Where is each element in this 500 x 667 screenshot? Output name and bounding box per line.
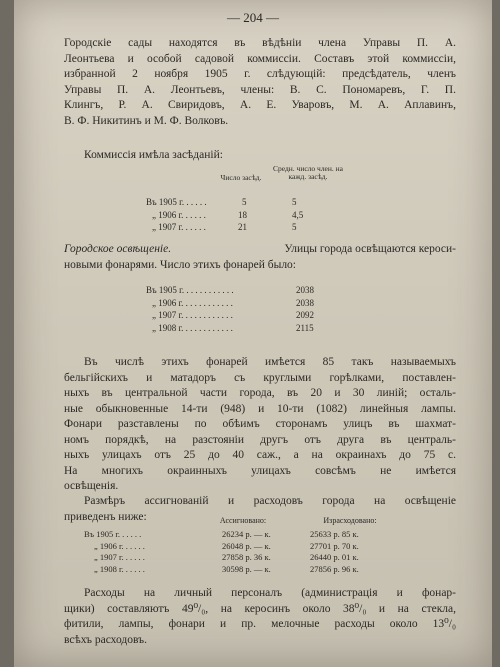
year-cell: Въ 1905 г. . . . . . . . . . . . bbox=[146, 285, 234, 295]
text-line: всѣхъ расходовъ. bbox=[64, 633, 147, 646]
count-cell: 2092 bbox=[296, 310, 314, 320]
year-cell: „ 1906 г. . . . . . bbox=[152, 209, 206, 220]
sessions-cell: 5 bbox=[242, 197, 247, 207]
commission-intro: Коммиссія имѣла засѣданій: bbox=[84, 149, 223, 161]
table-row bbox=[84, 541, 424, 553]
text-line: Размѣръ ассигнованій и расходовъ города на освѣщеніе bbox=[84, 495, 456, 507]
text-line: В. Ф. Никитинъ и М. Ф. Волковъ. bbox=[64, 114, 229, 127]
year-cell: Въ 1905 г. . . . . . bbox=[84, 529, 142, 539]
table-row bbox=[146, 284, 346, 297]
count-cell: 2115 bbox=[296, 322, 314, 333]
avg-cell: 4,5 bbox=[292, 209, 304, 220]
spent-cell: 27856 р. 96 к. bbox=[310, 563, 359, 574]
text-line: освѣщенія. bbox=[64, 480, 119, 492]
text-line: Расходы на личный персоналъ (администрація и фонар- bbox=[84, 587, 456, 599]
year-cell: „ 1908 г. . . . . . . . . . . . bbox=[152, 322, 233, 333]
table3-header-assigned: Ассигновано: bbox=[219, 516, 267, 525]
text-line: Леонтьева и особой садовой коммиссіи. Составъ этой коммиссіи, bbox=[64, 52, 456, 65]
table-row bbox=[146, 322, 346, 335]
year-cell: „ 1907 г. . . . . . bbox=[152, 222, 206, 232]
text-line: щики) составляютъ 49⁰/₀, на керосинъ около 38⁰/₀ и на стекла, bbox=[64, 602, 456, 615]
count-cell: 2038 bbox=[296, 285, 314, 295]
lanterns-table bbox=[146, 284, 346, 334]
lighting-title: Городское освѣщеніе. bbox=[64, 243, 172, 255]
lanterns-paragraph bbox=[64, 355, 456, 495]
spent-cell: 27701 р. 70 к. bbox=[310, 540, 359, 551]
text-line: избранной 2 ноября 1905 г. слѣдующій: предсѣдатель, членъ bbox=[64, 68, 456, 80]
gardens-paragraph bbox=[64, 36, 456, 129]
assigned-cell: 30598 р. — к. bbox=[222, 563, 271, 574]
year-cell: „ 1907 г. . . . . . . . . . . . bbox=[152, 310, 233, 320]
year-cell: Въ 1905 г. . . . . . bbox=[146, 197, 207, 207]
personnel-paragraph bbox=[64, 586, 456, 648]
table-row bbox=[146, 196, 366, 209]
text-line: Фонари разставлены по обѣимъ сторонамъ улицъ въ шахмат- bbox=[64, 418, 456, 430]
year-cell: „ 1907 г. . . . . . bbox=[94, 552, 145, 562]
count-cell: 2038 bbox=[296, 297, 314, 308]
book-page bbox=[14, 0, 492, 667]
avg-cell: 5 bbox=[292, 222, 297, 232]
sessions-cell: 18 bbox=[238, 209, 247, 220]
text-line: фитили, лампы, фонари и пр. мелочные расходы около 13⁰/₀ bbox=[64, 618, 456, 630]
spent-cell: 26440 р. 01 к. bbox=[310, 552, 359, 562]
text-line: Въ числѣ этихъ фонарей имѣется 85 такъ называемыхъ bbox=[84, 356, 456, 368]
table-row bbox=[84, 529, 424, 541]
table-row bbox=[84, 564, 424, 576]
text-line: На многихъ окраинныхъ улицахъ совсѣмъ не имѣется bbox=[64, 464, 456, 477]
text-line: Клингъ, Р. А. Свиридовъ, А. Е. Уваровъ, М. А. Аплавинъ, bbox=[64, 99, 456, 111]
text-line: бельгійскихъ и матадоръ съ круглыми горѣлками, поставлен- bbox=[64, 371, 456, 384]
year-cell: „ 1906 г. . . . . . bbox=[94, 540, 145, 551]
assigned-cell: 27858 р. 36 к. bbox=[222, 552, 271, 562]
sessions-cell: 21 bbox=[238, 222, 247, 232]
assigned-cell: 26048 р. — к. bbox=[222, 540, 271, 551]
text-line: приведенъ ниже: bbox=[64, 510, 147, 523]
page-number: — 204 — bbox=[227, 10, 279, 25]
expenses-table bbox=[84, 529, 424, 575]
text-line: ные обыкновенные 14-ти (948) и 10-ти (1082) линейныя лампы. bbox=[64, 402, 456, 415]
table-row bbox=[146, 309, 346, 322]
table-row bbox=[146, 209, 366, 222]
text-line: Управы П. А. Леонтьевъ, члены: В. С. Пономаревъ, Г. П. bbox=[64, 83, 456, 96]
text-line bbox=[64, 242, 456, 258]
avg-cell: 5 bbox=[292, 197, 297, 207]
table-row bbox=[146, 297, 346, 310]
text-line: новыми фонарями. Число этихъ фонарей было: bbox=[64, 258, 296, 271]
table1-header-avg: Средн. число член. на кажд. засѣд. bbox=[273, 164, 343, 181]
text-line: Городскіе сады находятся въ вѣдѣніи члена Управы П. А. bbox=[64, 37, 456, 49]
lighting-line1-rest: Улицы города освѣщаются кероси- bbox=[284, 243, 456, 255]
lighting-intro bbox=[64, 242, 456, 273]
assigned-cell: 26234 р. — к. bbox=[222, 529, 271, 539]
year-cell: „ 1908 г. . . . . . bbox=[94, 563, 145, 574]
year-cell: „ 1906 г. . . . . . . . . . . . bbox=[152, 297, 233, 308]
table1-header-sessions: Число засѣд. bbox=[220, 173, 262, 182]
commission-table bbox=[146, 196, 366, 234]
spent-cell: 25633 р. 85 к. bbox=[310, 529, 359, 539]
table3-header-spent: Израсходовано: bbox=[323, 516, 377, 525]
text-line: номъ порядкѣ, на разстояніи другъ отъ друга въ централь- bbox=[64, 433, 456, 446]
table-row bbox=[146, 221, 366, 234]
text-line: ныхъ въ центральной части города, въ 20 и 30 линій; осталь- bbox=[64, 387, 456, 399]
table-row bbox=[84, 552, 424, 564]
text-line: ныхъ улицахъ отъ 25 до 40 саж., а на окраинахъ до 75 с. bbox=[64, 449, 456, 461]
